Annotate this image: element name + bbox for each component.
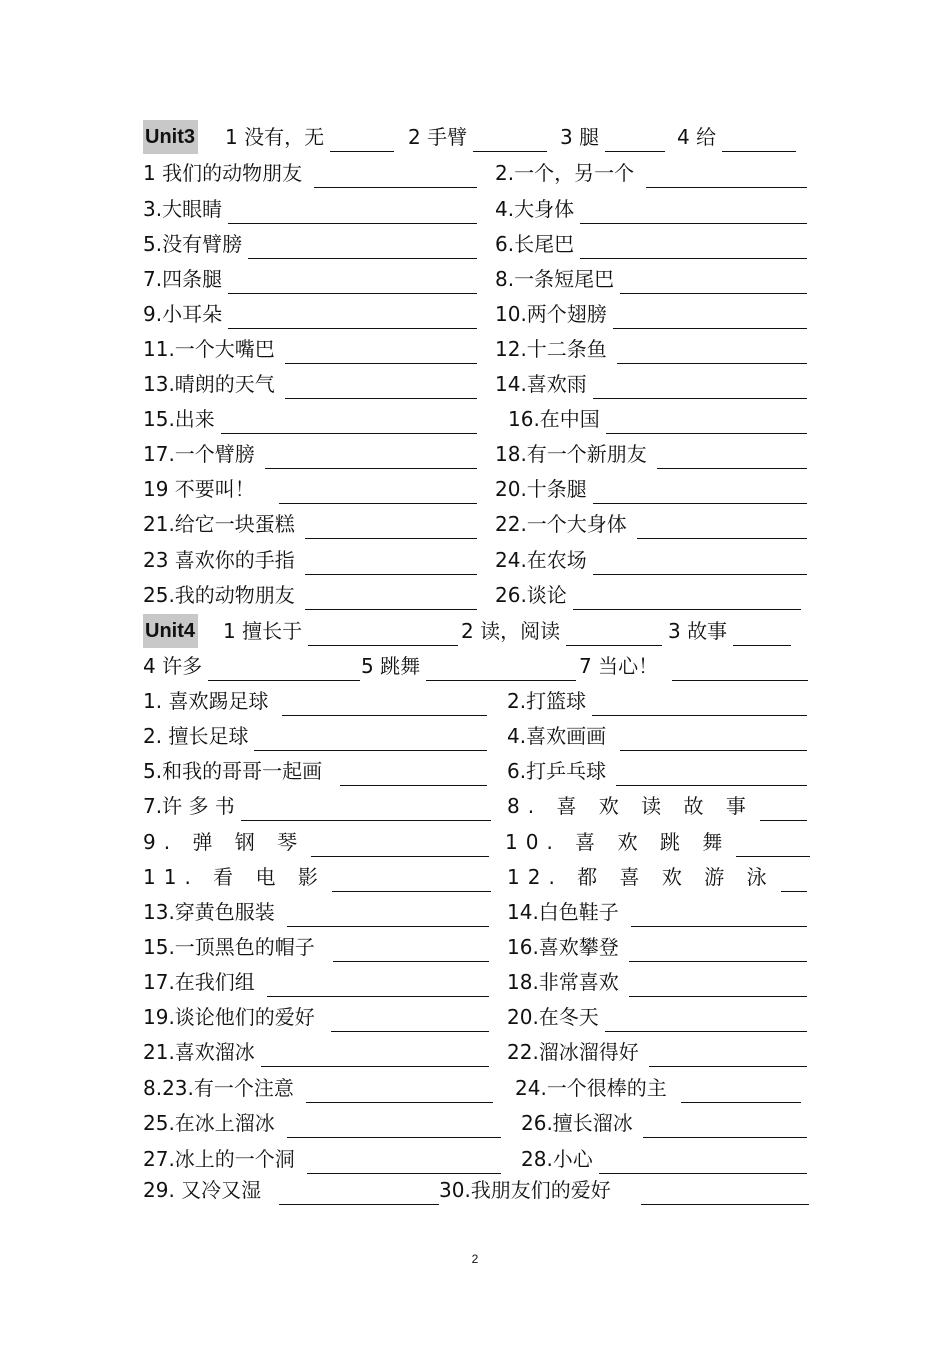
vocab-item: 4 给	[677, 125, 717, 149]
phrase-row	[143, 721, 811, 751]
answer-blank[interactable]	[566, 623, 662, 646]
vocab-item: 2 手臂	[408, 125, 468, 149]
answer-blank[interactable]	[781, 869, 807, 892]
answer-blank[interactable]	[736, 834, 810, 857]
phrase-row	[143, 194, 811, 224]
answer-blank[interactable]	[599, 1151, 807, 1174]
phrase-row	[143, 369, 811, 399]
phrase-text: 14.白色鞋子	[507, 900, 619, 924]
phrase-text: 26.擅长溜冰	[521, 1111, 633, 1135]
phrase-text: 17.在我们组	[143, 970, 255, 994]
phrase-text: 30.我朋友们的爱好	[439, 1178, 611, 1202]
phrase-text: 26.谈论	[495, 583, 567, 607]
answer-blank[interactable]	[580, 236, 807, 259]
phrase-text: 18.非常喜欢	[507, 970, 619, 994]
phrase-text: 12. 都 喜 欢 游 泳	[507, 865, 775, 889]
phrase-row	[143, 862, 811, 892]
phrase-text: 18.有一个新朋友	[495, 442, 647, 466]
phrase-row	[143, 967, 811, 997]
vocab-item: 3 腿	[560, 125, 600, 149]
answer-blank[interactable]	[340, 763, 487, 786]
phrase-text: 20.在冬天	[507, 1005, 599, 1029]
phrase-text: 14.喜欢雨	[495, 372, 587, 396]
unit4-label: Unit4	[143, 614, 198, 648]
phrase-text: 5.和我的哥哥一起画	[143, 759, 323, 783]
phrase-text: 21.给它一块蛋糕	[143, 512, 295, 536]
answer-blank[interactable]	[241, 798, 491, 821]
phrase-text: 4.喜欢画画	[507, 724, 607, 748]
answer-blank[interactable]	[208, 658, 360, 681]
phrase-text: 8.23.有一个注意	[143, 1076, 294, 1100]
answer-blank[interactable]	[228, 271, 477, 294]
phrase-text: 23 喜欢你的手指	[143, 548, 295, 572]
answer-blank[interactable]	[285, 341, 477, 364]
answer-blank[interactable]	[305, 587, 477, 610]
phrase-text: 15.一顶黑色的帽子	[143, 935, 315, 959]
answer-blank[interactable]	[279, 481, 477, 504]
answer-blank[interactable]	[631, 904, 807, 927]
page-number: 2	[471, 1252, 479, 1266]
phrase-row	[143, 229, 811, 259]
phrase-text: 28.小心	[521, 1147, 593, 1171]
phrase-text: 19 不要叫！	[143, 477, 255, 501]
phrase-text: 10. 喜 欢 跳 舞	[505, 830, 731, 854]
answer-blank[interactable]	[629, 939, 807, 962]
phrase-row	[143, 1108, 811, 1138]
phrase-text: 29. 又冷又湿	[143, 1178, 262, 1202]
answer-blank[interactable]	[228, 306, 477, 329]
phrase-text: 13.穿黄色服装	[143, 900, 275, 924]
answer-blank[interactable]	[593, 376, 807, 399]
answer-blank[interactable]	[672, 658, 808, 681]
phrase-text: 4.大身体	[495, 197, 575, 221]
vocab-item: 7 当心！	[579, 654, 659, 678]
answer-blank[interactable]	[606, 411, 807, 434]
phrase-text: 19.谈论他们的爱好	[143, 1005, 315, 1029]
answer-blank[interactable]	[282, 693, 487, 716]
phrase-text: 3.大眼睛	[143, 197, 223, 221]
answer-blank[interactable]	[613, 306, 807, 329]
phrase-row	[143, 404, 811, 434]
answer-blank[interactable]	[617, 341, 807, 364]
answer-blank[interactable]	[643, 1115, 807, 1138]
answer-blank[interactable]	[314, 165, 477, 188]
phrase-text: 15.出来	[143, 407, 215, 431]
answer-blank[interactable]	[332, 869, 491, 892]
answer-blank[interactable]	[605, 1009, 807, 1032]
phrase-row	[143, 299, 811, 329]
phrase-row	[143, 1037, 811, 1067]
answer-blank[interactable]	[228, 201, 477, 224]
answer-blank[interactable]	[646, 165, 807, 188]
phrase-row	[143, 932, 811, 962]
answer-blank[interactable]	[221, 411, 477, 434]
phrase-text: 7.许 多 书	[143, 794, 235, 818]
phrase-text: 8. 喜 欢 读 故 事	[507, 794, 754, 818]
answer-blank[interactable]	[287, 904, 489, 927]
phrase-text: 1. 喜欢踢足球	[143, 689, 269, 713]
answer-blank[interactable]	[629, 974, 807, 997]
phrase-text: 2. 擅长足球	[143, 724, 249, 748]
phrase-text: 25.在冰上溜冰	[143, 1111, 275, 1135]
answer-blank[interactable]	[637, 516, 807, 539]
answer-blank[interactable]	[287, 1115, 501, 1138]
phrase-text: 20.十条腿	[495, 477, 587, 501]
phrase-row	[143, 1144, 811, 1174]
answer-blank[interactable]	[306, 1080, 493, 1103]
phrase-text: 11.一个大嘴巴	[143, 337, 275, 361]
answer-blank[interactable]	[426, 658, 576, 681]
vocab-item: 5 跳舞	[361, 654, 421, 678]
answer-blank[interactable]	[641, 1182, 809, 1205]
answer-blank[interactable]	[285, 376, 477, 399]
phrase-row	[143, 1073, 811, 1103]
vocab-item: 1 擅长于	[223, 619, 303, 643]
phrase-text: 25.我的动物朋友	[143, 583, 295, 607]
answer-blank[interactable]	[261, 1044, 489, 1067]
phrase-row	[143, 474, 811, 504]
answer-blank[interactable]	[248, 236, 477, 259]
phrase-text: 17.一个臂膀	[143, 442, 255, 466]
answer-blank[interactable]	[279, 1182, 439, 1205]
phrase-row	[143, 1175, 811, 1205]
phrase-row	[143, 439, 811, 469]
answer-blank[interactable]	[616, 763, 807, 786]
answer-blank[interactable]	[593, 552, 807, 575]
phrase-text: 8.一条短尾巴	[495, 267, 615, 291]
vocab-item: 2 读，阅读	[461, 619, 561, 643]
phrase-text: 10.两个翅膀	[495, 302, 607, 326]
phrase-row	[143, 686, 811, 716]
phrase-row	[143, 545, 811, 575]
phrase-text: 5.没有臂膀	[143, 232, 243, 256]
phrase-text: 13.晴朗的天气	[143, 372, 275, 396]
phrase-text: 2.打篮球	[507, 689, 587, 713]
answer-blank[interactable]	[311, 834, 489, 857]
phrase-text: 22.一个大身体	[495, 512, 627, 536]
phrase-row	[143, 897, 811, 927]
phrase-text: 16.在中国	[508, 407, 600, 431]
phrase-text: 16.喜欢攀登	[507, 935, 619, 959]
phrase-row	[143, 756, 811, 786]
answer-blank[interactable]	[733, 623, 791, 646]
answer-blank[interactable]	[681, 1080, 801, 1103]
phrase-row	[143, 264, 811, 294]
phrase-row	[143, 1002, 811, 1032]
phrase-text: 21.喜欢溜冰	[143, 1040, 255, 1064]
answer-blank[interactable]	[307, 1151, 501, 1174]
unit3-label: Unit3	[143, 120, 198, 154]
phrase-row	[143, 334, 811, 364]
answer-blank[interactable]	[760, 798, 807, 821]
phrase-text: 6.长尾巴	[495, 232, 575, 256]
phrase-text: 6.打乒乓球	[507, 759, 607, 783]
phrase-text: 7.四条腿	[143, 267, 223, 291]
phrase-row	[143, 791, 811, 821]
phrase-row	[143, 509, 811, 539]
answer-blank[interactable]	[330, 129, 394, 152]
phrase-text: 11. 看 电 影	[143, 865, 326, 889]
answer-blank[interactable]	[605, 129, 665, 152]
answer-blank[interactable]	[620, 728, 807, 751]
phrase-text: 9. 弹 钢 琴	[143, 830, 306, 854]
answer-blank[interactable]	[267, 974, 489, 997]
answer-blank[interactable]	[305, 516, 477, 539]
answer-blank[interactable]	[331, 1009, 489, 1032]
answer-blank[interactable]	[305, 552, 477, 575]
phrase-text: 9.小耳朵	[143, 302, 223, 326]
unit4-vocab-line	[143, 616, 811, 646]
answer-blank[interactable]	[580, 201, 807, 224]
unit3-vocab-line	[143, 122, 811, 152]
answer-blank[interactable]	[657, 446, 807, 469]
vocab-item: 3 故事	[668, 619, 728, 643]
phrase-row	[143, 827, 811, 857]
answer-blank[interactable]	[620, 271, 807, 294]
phrase-text: 24.一个很棒的主	[515, 1076, 667, 1100]
phrase-text: 1 我们的动物朋友	[143, 161, 303, 185]
vocab-item: 4 许多	[143, 654, 203, 678]
phrase-text: 27.冰上的一个洞	[143, 1147, 295, 1171]
answer-blank[interactable]	[265, 446, 477, 469]
answer-blank[interactable]	[649, 1044, 807, 1067]
answer-blank[interactable]	[573, 587, 801, 610]
vocab-item: 1 没有，无	[225, 125, 325, 149]
phrase-text: 2.一个，另一个	[495, 161, 635, 185]
phrase-text: 12.十二条鱼	[495, 337, 607, 361]
phrase-text: 22.溜冰溜得好	[507, 1040, 639, 1064]
unit4-vocab-line-2	[143, 651, 811, 681]
phrase-row	[143, 158, 811, 188]
answer-blank[interactable]	[333, 939, 489, 962]
phrase-row	[143, 580, 811, 610]
answer-blank[interactable]	[473, 129, 547, 152]
answer-blank[interactable]	[254, 728, 487, 751]
answer-blank[interactable]	[308, 623, 458, 646]
answer-blank[interactable]	[592, 693, 807, 716]
phrase-text: 24.在农场	[495, 548, 587, 572]
answer-blank[interactable]	[593, 481, 807, 504]
answer-blank[interactable]	[722, 129, 796, 152]
